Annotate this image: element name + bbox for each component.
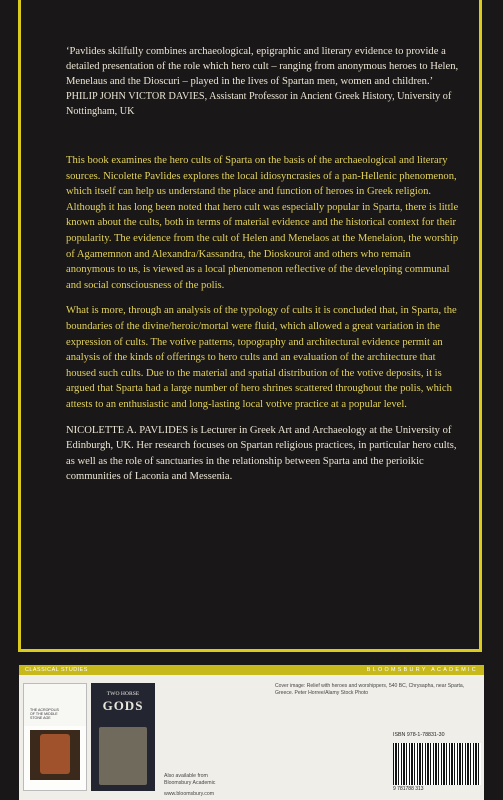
barcode-number: 9 781788 313 [393,786,424,792]
author-bio: NICOLETTE A. PAVLIDES is Lecturer in Greek Art and Archaeology at the University of Edinburgh, UK. Her research focuses on Spartan religious practices, in particular hero cults, as well as the role of sanctuaries in the relationship between Sparta and the perioikic communities of Laconia and Messenia. [66,424,457,483]
back-cover-text [66,44,461,485]
book2-gods: GODS [102,698,144,713]
book2-image [99,727,147,785]
also-available-text: Also available from Bloomsbury Academic [164,773,216,786]
review-quote: ‘Pavlides skilfully combines archaeological, epigraphic and literary evidence to provide a detailed presentation of the role which hero cult – ranging from anonymous heroes to Helen, Menelaus and the Dioscuri – played in the lives of Spartan men, women and children.’ [66,46,459,87]
cover-image-credit: Cover image: Relief with heroes and worshippers, 540 BC, Chrysapha, near Sparta, Greece. Peter Horree/Alamy Stock Photo [275,683,465,697]
publisher-label: BLOOMSBURY ACADEMIC [366,667,478,673]
related-book-cover-1 [23,683,87,791]
category-bar [19,665,484,675]
book2-title: TWO HORSE [106,691,140,697]
quote-attribution: PHILIP JOHN VICTOR DAVIES, Assistant Professor in Ancient Greek History, University of Nottingham, UK [66,91,452,117]
related-book-cover-2 [91,683,155,791]
description-paragraph-1: This book examines the hero cults of Sparta on the basis of the archaeological and literary sources. Nicolette Pavlides explores the local idiosyncrasies of a pan-Hellenic phenomenon, which itself can help us understand the place and function of heroes in Greek religion. Although it has long been noted that hero cult was especially popular in Sparta, there is little known about the cults, both in terms of material evidence and the historical context for their popularity. The evidence from the cult of Helen and Menelaos at the Menelaion, the worship of Agamemnon and Alexandra/Kassandra, the Dioskouroi and others who remain anonymous to us, is viewed as a local phenomenon reflective of the developing communal and social consciousness of the polis. [66,155,459,291]
barcode [393,743,481,785]
bottom-panel [19,665,484,800]
description-paragraph-2: What is more, through an analysis of the typology of cults it is concluded that, in Sparta, the boundaries of the divine/heroic/mortal were fluid, which allowed a great variation in the expression of cults. The votive patterns, topography and architectural evidence permit an analysis of the kinds of offerings to hero cults and an evaluation of the architecture that housed such cults. Due to the material and spatial distribution of the votive deposits, it is argued that Sparta had a large number of hero shrines scattered throughout the polis, which attests to an enthusiastic and long-lasting local votive practice at a popular level. [66,305,457,410]
book1-text: THE ACROPOLIS OF THE MIDDLE STONE AGE [30,708,59,721]
category-label: CLASSICAL STUDIES [25,667,88,673]
website-link[interactable]: www.bloomsbury.com [164,791,215,797]
isbn-label: ISBN 978-1-78831-30 [393,732,445,738]
